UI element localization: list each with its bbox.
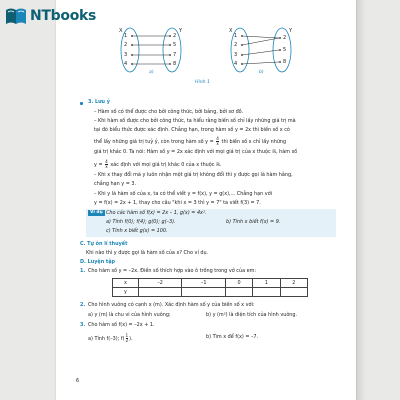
set-y-label-b: Y [289, 28, 293, 34]
set-y-label-a: Y [179, 28, 183, 34]
codomain-b-2: 5 [283, 47, 287, 53]
codomain-a-3: 7 [173, 52, 177, 58]
domain-b-2: 2 [234, 42, 238, 48]
table-row-x [113, 279, 308, 288]
domain-b-4: 4 [234, 61, 238, 67]
book-logo-icon [4, 6, 28, 26]
caption-a: a) [149, 70, 154, 75]
note-line-5: giá trị khác 0. Ta nói: Hàm số y = 2x xác định với mọi giá trị của x thuộc ℝ, hàm số [94, 149, 298, 155]
section-bullet [80, 102, 83, 105]
table-cell: –1 [182, 279, 226, 288]
domain-a-4: 4 [124, 61, 128, 67]
exercise-2-text: Cho hình vuông có cạnh x (m). Xác định hàm số y của biến số x với: [88, 302, 255, 308]
domain-a-2: 2 [124, 42, 128, 48]
section-c-heading: C. Tự ôn lí thuyết [80, 241, 128, 247]
section-d-heading: D. Luyện tập [80, 259, 116, 265]
note-line-10: y = f(x) = 2x + 1, thay cho câu "khi x = 3 thì y = 7" ta viết f(3) = 7. [94, 200, 261, 206]
example-part-b: b) Tính x biết f(x) = 9. [226, 219, 281, 225]
table-cell [138, 288, 182, 297]
section-3-heading: 3. Lưu ý [88, 99, 110, 105]
example-part-c: c) Tính x biết g(x) = 100. [106, 228, 168, 234]
example-prompt: Cho các hàm số f(x) = 2x – 1, g(x) = 4x². [106, 210, 207, 216]
codomain-a-4: 8 [173, 61, 177, 67]
note-line-6: y = $\frac{4}{x}$ xác định với mọi giá trị khác 0 của x thuộc ℝ. [94, 159, 222, 169]
note-line-8: chẳng hạn y = 3. [94, 181, 137, 187]
table-cell [182, 288, 226, 297]
note-line-1: – Hàm số có thể được cho bởi công thức, bởi bảng, bởi sơ đồ. [94, 109, 244, 115]
note-line-9: – Khi y là hàm số của x, ta có thể viết y = f(x), y = g(x),... Chẳng hạn với [94, 191, 273, 197]
figure-caption: Hình 1 [195, 80, 210, 85]
ntbooks-logo [4, 6, 96, 26]
section-c-line: Khi nào thì y được gọi là hàm số của x? Cho ví dụ. [86, 250, 209, 256]
value-table [112, 278, 308, 297]
domain-b-1: 1 [234, 33, 238, 39]
note-line-2: – Khi hàm số được cho bởi công thức, ta hiểu rằng biến số chỉ lấy những giá trị mà [94, 118, 296, 124]
example-part-a: a) Tính f(0); f(4); g(0); g(–3). [106, 219, 176, 225]
exercise-3-number: 3. [80, 322, 86, 328]
table-cell: –2 [138, 279, 182, 288]
exercise-2-part-a: a) y (m) là chu vi của hình vuông; [88, 312, 171, 318]
domain-b-3: 3 [234, 52, 238, 58]
table-cell [280, 288, 307, 297]
logo-text: NTbooks [30, 8, 97, 24]
table-cell: 0 [225, 279, 252, 288]
book-page [30, 0, 356, 400]
exercise-3-part-b: b) Tìm x để f(x) = –7. [206, 334, 259, 340]
page-number: 6 [76, 378, 80, 384]
table-cell [225, 288, 252, 297]
exercise-3-part-a: a) Tính f(–3); f( $\frac{1}{2}$ ). [88, 333, 133, 343]
exercise-2-part-b: b) y (m²) là diện tích của hình vuông. [206, 312, 298, 318]
note-line-3: tại đó biểu thức được xác định. Chẳng hạn, trong hàm số y = 2x thì biến số x có [94, 127, 290, 133]
note-line-4: thể lấy những giá trị tuỳ ý, còn trong hàm số y = $\frac{4}{x}$ thì biến số x chỉ lấy những [94, 136, 287, 146]
table-cell: 1 [253, 279, 280, 288]
fraction-1-over-2: $\frac{1}{2}$ [125, 333, 129, 343]
codomain-a-1: 2 [173, 33, 177, 39]
table-cell [253, 288, 280, 297]
fraction-4-over-x: $\frac{4}{x}$ [216, 136, 219, 146]
table-row-y [113, 288, 308, 297]
note-line-7: – Khi x thay đổi mà y luôn nhận một giá trị không đổi thì y được gọi là hàm hằng, [94, 172, 293, 178]
codomain-a-2: 5 [173, 42, 177, 48]
table-cell: x [113, 279, 139, 288]
fraction-4-over-x-2: $\frac{4}{x}$ [105, 159, 108, 169]
exercise-1-number: 1. [80, 268, 86, 274]
example-badge: Ví dụ [90, 210, 103, 215]
codomain-b-1: 2 [283, 35, 287, 41]
caption-b: b) [259, 70, 264, 75]
exercise-1-text: Cho hàm số y = –2x. Điền số thích hợp vào ô trống trong vở của em: [88, 268, 257, 274]
codomain-b-3: 8 [283, 59, 287, 65]
set-x-label-b: X [229, 28, 233, 34]
exercise-2-number: 2. [80, 302, 86, 308]
table-cell: y [113, 288, 139, 297]
table-cell: 2 [280, 279, 307, 288]
domain-a-3: 3 [124, 52, 128, 58]
domain-a-1: 1 [124, 33, 128, 39]
exercise-3-text: Cho hàm số f(x) = –2x + 1. [88, 322, 155, 328]
set-x-label-a: X [119, 28, 123, 34]
